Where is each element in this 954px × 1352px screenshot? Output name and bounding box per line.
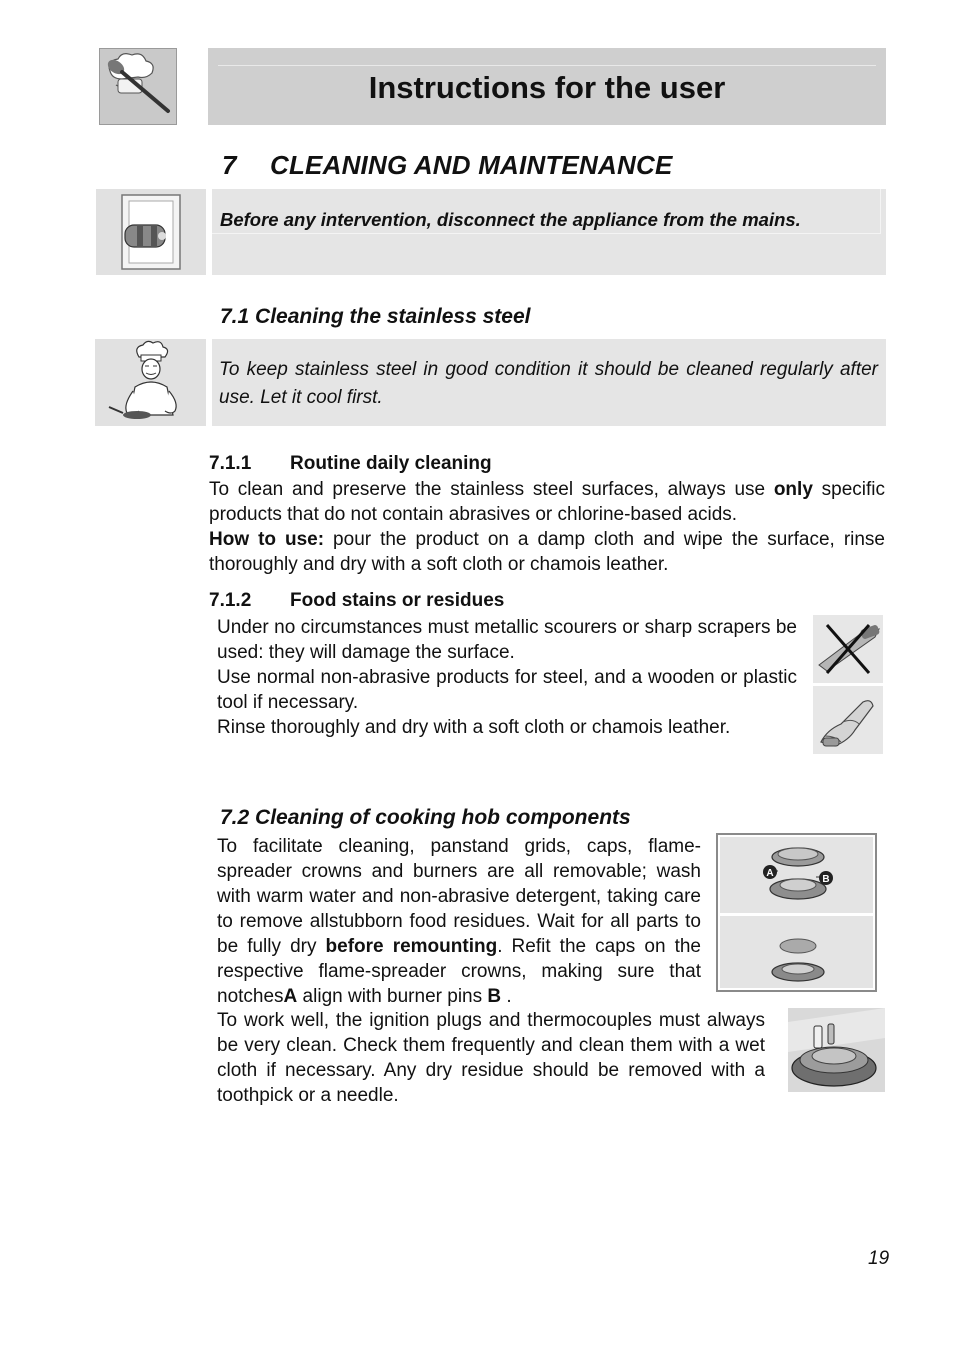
text-run: align with burner pins [297,986,488,1007]
subsection-heading-text: Routine daily cleaning [290,453,492,474]
soft-tool-image [813,686,883,754]
mains-plug-socket-icon [96,189,206,275]
emphasis: A [283,986,298,1007]
chef-icon [95,339,206,426]
crossed-knife-icon [813,615,883,683]
paragraph: To work well, the ignition plugs and thermocouples must always be very clean. Check them frequently and clean them with a wet cloth if necessary. Any dry residue should be removed with a toothpick or a needle. [217,1010,765,1106]
ignition-plug-image [788,1008,885,1092]
subsection-title-7-1: 7.1 Cleaning the stainless steel [220,305,531,328]
section-title [222,150,673,181]
warning-icon-panel [96,189,206,275]
subsection-title-7-2: 7.2 Cleaning of cooking hob components [220,806,631,829]
hob-components-text [217,834,701,1009]
burner-exploded-view [720,837,873,913]
emphasis: How to use: [209,529,325,550]
burner-assembly-icon [720,837,873,913]
routine-cleaning-text [209,477,885,577]
text-run: To facilitate cleaning, panstand grids, caps, flame-spreader crowns and burners are all removable; wash with warm water and non-abrasive detergent, taking care to remove allstubborn food residues. Wait for all parts to be fully dry [217,836,701,957]
notch-label-a: A [766,868,774,879]
header-bar [208,48,886,125]
page-title: Instructions for the user [368,70,726,105]
paragraph: Rinse thoroughly and dry with a soft cloth or chamois leather. [217,717,731,738]
text-run: To clean and preserve the stainless steel surfaces, always use [209,479,774,500]
emphasis: B [487,986,502,1007]
page-number: 19 [868,1248,890,1269]
section-title-text: CLEANING AND MAINTENANCE [270,150,673,180]
subsection-number: 7.1.2 [209,590,252,611]
header-logo [99,48,177,125]
paragraph [217,834,701,1009]
no-scraper-image [813,615,883,683]
text-run: . Refit the caps on the respective flame-spreader crowns, making sure that notches [217,936,701,1007]
paragraph [209,477,885,527]
chef-note-panel [212,339,886,426]
text-run: pour the product on a damp cloth and wipe the surface, rinse thoroughly and dry with a soft cloth or chamois leather. [209,529,885,575]
paragraph [209,527,885,577]
spoon-chef-hat-icon [100,49,176,124]
hand-scrub-icon [813,686,883,754]
subsection-heading-7-1-1 [209,453,492,475]
warning-text: Before any intervention, disconnect the appliance from the mains. [220,209,801,230]
subsection-heading-7-1-2 [209,590,504,612]
pin-label-b: B [822,874,830,885]
ignition-text [217,1008,765,1108]
paragraph: Under no circumstances must metallic scourers or sharp scrapers be used: they will damage the surface. [217,617,797,663]
burner-assembled-view [720,916,873,988]
burner-diagram [716,833,877,992]
burner-assembled-icon [720,916,873,988]
food-stains-text [217,615,797,740]
paragraph: Use normal non-abrasive products for steel, and a wooden or plastic tool if necessary. [217,667,797,713]
warning-text-panel [212,189,886,275]
chef-icon-panel [95,339,206,426]
emphasis: only [773,479,813,500]
ignition-plug-icon [788,1008,885,1092]
emphasis: before remounting [325,936,498,957]
text-run: . [501,986,512,1007]
subsection-heading-text: Food stains or residues [290,590,505,611]
subsection-number: 7.1.1 [209,453,252,474]
text-run: specific products that do not contain abrasives or chlorine-based acids. [209,479,885,525]
stainless-note: To keep stainless steel in good condition it should be cleaned regularly after use. Let it cool first. [219,359,878,408]
section-number: 7 [222,150,237,180]
